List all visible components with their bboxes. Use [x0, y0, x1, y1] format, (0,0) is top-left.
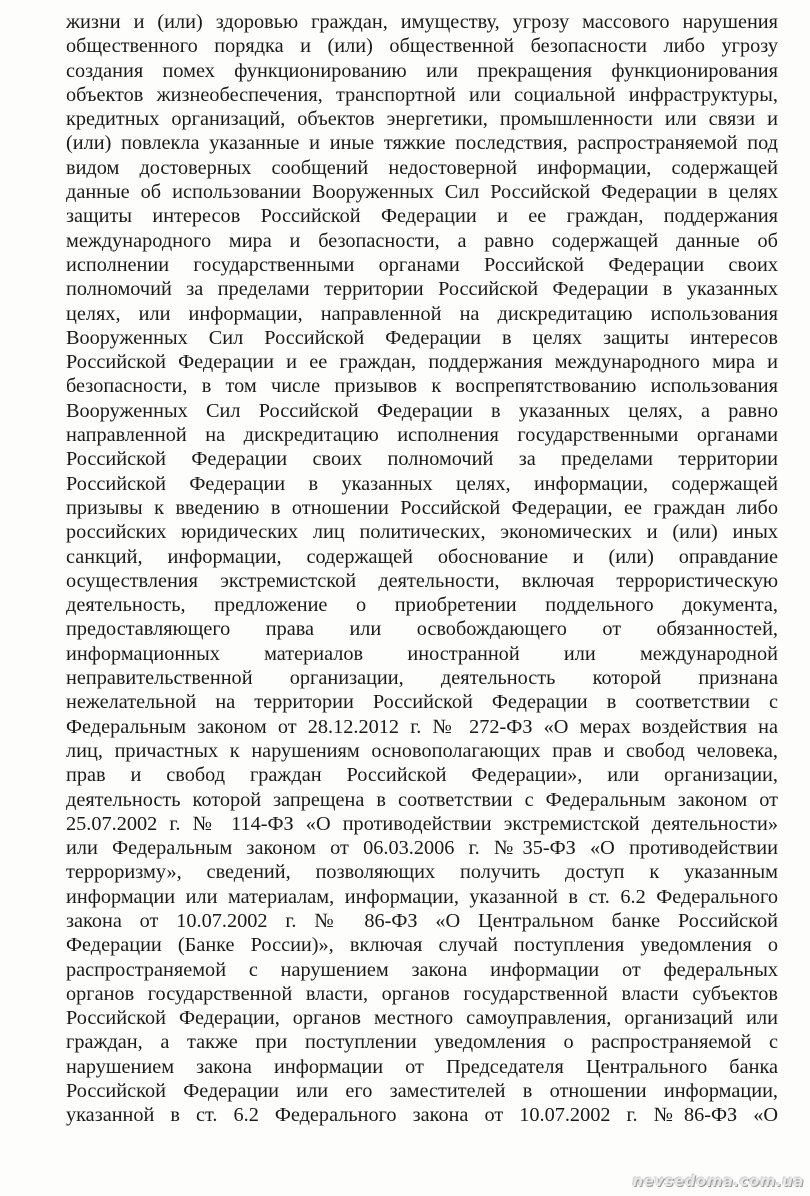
document-text-line: нарушением закона информации от Председателя Центрального банка: [66, 1055, 778, 1078]
document-text-line: распространяемой с нарушением закона информации от федеральных: [66, 958, 778, 981]
document-text-line: 25.07.2002 г. № 114-ФЗ «О противодействии экстремистской деятельности»: [66, 812, 778, 835]
document-text-line: Российской Федерации, органов местного самоуправления, организаций или: [66, 1007, 778, 1030]
document-text-line: (или) повлекла указанные и иные тяжкие последствия, распространяемой под: [66, 132, 778, 155]
document-text-line: санкций, информации, содержащей обоснование и (или) оправдание: [66, 545, 778, 568]
document-body-text: [66, 10, 778, 1128]
document-text-line: объектов жизнеобеспечения, транспортной или социальной инфраструктуры,: [66, 83, 778, 106]
document-text-line: деятельность которой запрещена в соответствии с Федеральным законом от: [66, 788, 778, 811]
document-text-line: предоставляющего права или освобождающего от обязанностей,: [66, 618, 778, 641]
document-text-line: Российской Федерации или его заместителей в отношении информации,: [66, 1080, 778, 1103]
document-text-line: лиц, причастных к нарушениям основополагающих прав и свобод человека,: [66, 739, 778, 762]
document-text-line: или Федеральным законом от 06.03.2006 г. №35-ФЗ «О противодействии: [66, 837, 778, 860]
document-text-line: Российской Федерации в указанных целях, информации, содержащей: [66, 472, 778, 495]
document-text-line: органов государственной власти, органов государственной власти субъектов: [66, 982, 778, 1005]
document-text-line: видом достоверных сообщений недостоверной информации, содержащей: [66, 156, 778, 179]
document-text-line: терроризму», сведений, позволяющих получить доступ к указанным: [66, 861, 778, 884]
site-watermark: nevsedoma.com.ua: [632, 1172, 804, 1190]
document-text-line: российских юридических лиц политических, экономических и (или) иных: [66, 521, 778, 544]
document-text-line: Вооруженных Сил Российской Федерации в целях защиты интересов: [66, 326, 778, 349]
document-text-line: граждан, а также при поступлении уведомления о распространяемой с: [66, 1031, 778, 1054]
document-text-line: жизни и (или) здоровью граждан, имуществу, угрозу массового нарушения: [66, 11, 778, 33]
document-text-line: призывы к введению в отношении Российской Федерации, ее граждан либо: [66, 496, 778, 519]
document-text-line: осуществления экстремистской деятельности, включая террористическую: [66, 569, 778, 592]
document-text-line: направленной на дискредитацию исполнения государственными органами: [66, 424, 778, 447]
document-text-line: международного мира и безопасности, а равно содержащей данные об: [66, 229, 778, 252]
document-text-line: защиты интересов Российской Федерации и ее граждан, поддержания: [66, 205, 778, 228]
document-text-line: целях, или информации, направленной на дискредитацию использования: [66, 302, 778, 325]
document-text-line: деятельность, предложение о приобретении поддельного документа,: [66, 594, 778, 617]
document-text-line: Федерации (Банке России)», включая случай поступления уведомления о: [66, 934, 778, 957]
document-text-line: безопасности, в том числе призывов к воспрепятствованию использования: [66, 375, 778, 398]
document-text-line: Вооруженных Сил Российской Федерации в указанных целях, а равно: [66, 399, 778, 422]
document-text-line: прав и свобод граждан Российской Федерации», или организации,: [66, 764, 778, 787]
document-text-line: общественного порядка и (или) общественной безопасности либо угрозу: [66, 35, 778, 58]
document-text-line: полномочий за пределами территории Российской Федерации в указанных: [66, 278, 778, 301]
document-text-line: создания помех функционированию или прекращения функционирования: [66, 59, 778, 82]
document-text-line: закона от 10.07.2002 г. № 86-ФЗ «О Центральном банке Российской: [66, 909, 778, 932]
document-text-line: нежелательной на территории Российской Федерации в соответствии с: [66, 691, 778, 714]
document-text-line: Федеральным законом от 28.12.2012 г. № 272-ФЗ «О мерах воздействия на: [66, 715, 778, 738]
document-text-line: исполнении государственными органами Российской Федерации своих: [66, 253, 778, 276]
document-text-line: информации или материалам, информации, указанной в ст. 6.2 Федерального: [66, 885, 778, 908]
document-text-line: данные об использовании Вооруженных Сил Российской Федерации в целях: [66, 181, 778, 204]
document-text-line: кредитных организаций, объектов энергетики, промышленности или связи и: [66, 108, 778, 131]
document-text-line: Российской Федерации своих полномочий за пределами территории: [66, 448, 778, 471]
document-text-line: Российской Федерации и ее граждан, поддержания международного мира и: [66, 351, 778, 374]
document-text-line: неправительственной организации, деятельность которой признана: [66, 667, 778, 690]
document-text-line: указанной в ст. 6.2 Федерального закона от 10.07.2002 г. №86-ФЗ «О: [66, 1104, 778, 1127]
document-text-line: информационных материалов иностранной или международной: [66, 642, 778, 665]
